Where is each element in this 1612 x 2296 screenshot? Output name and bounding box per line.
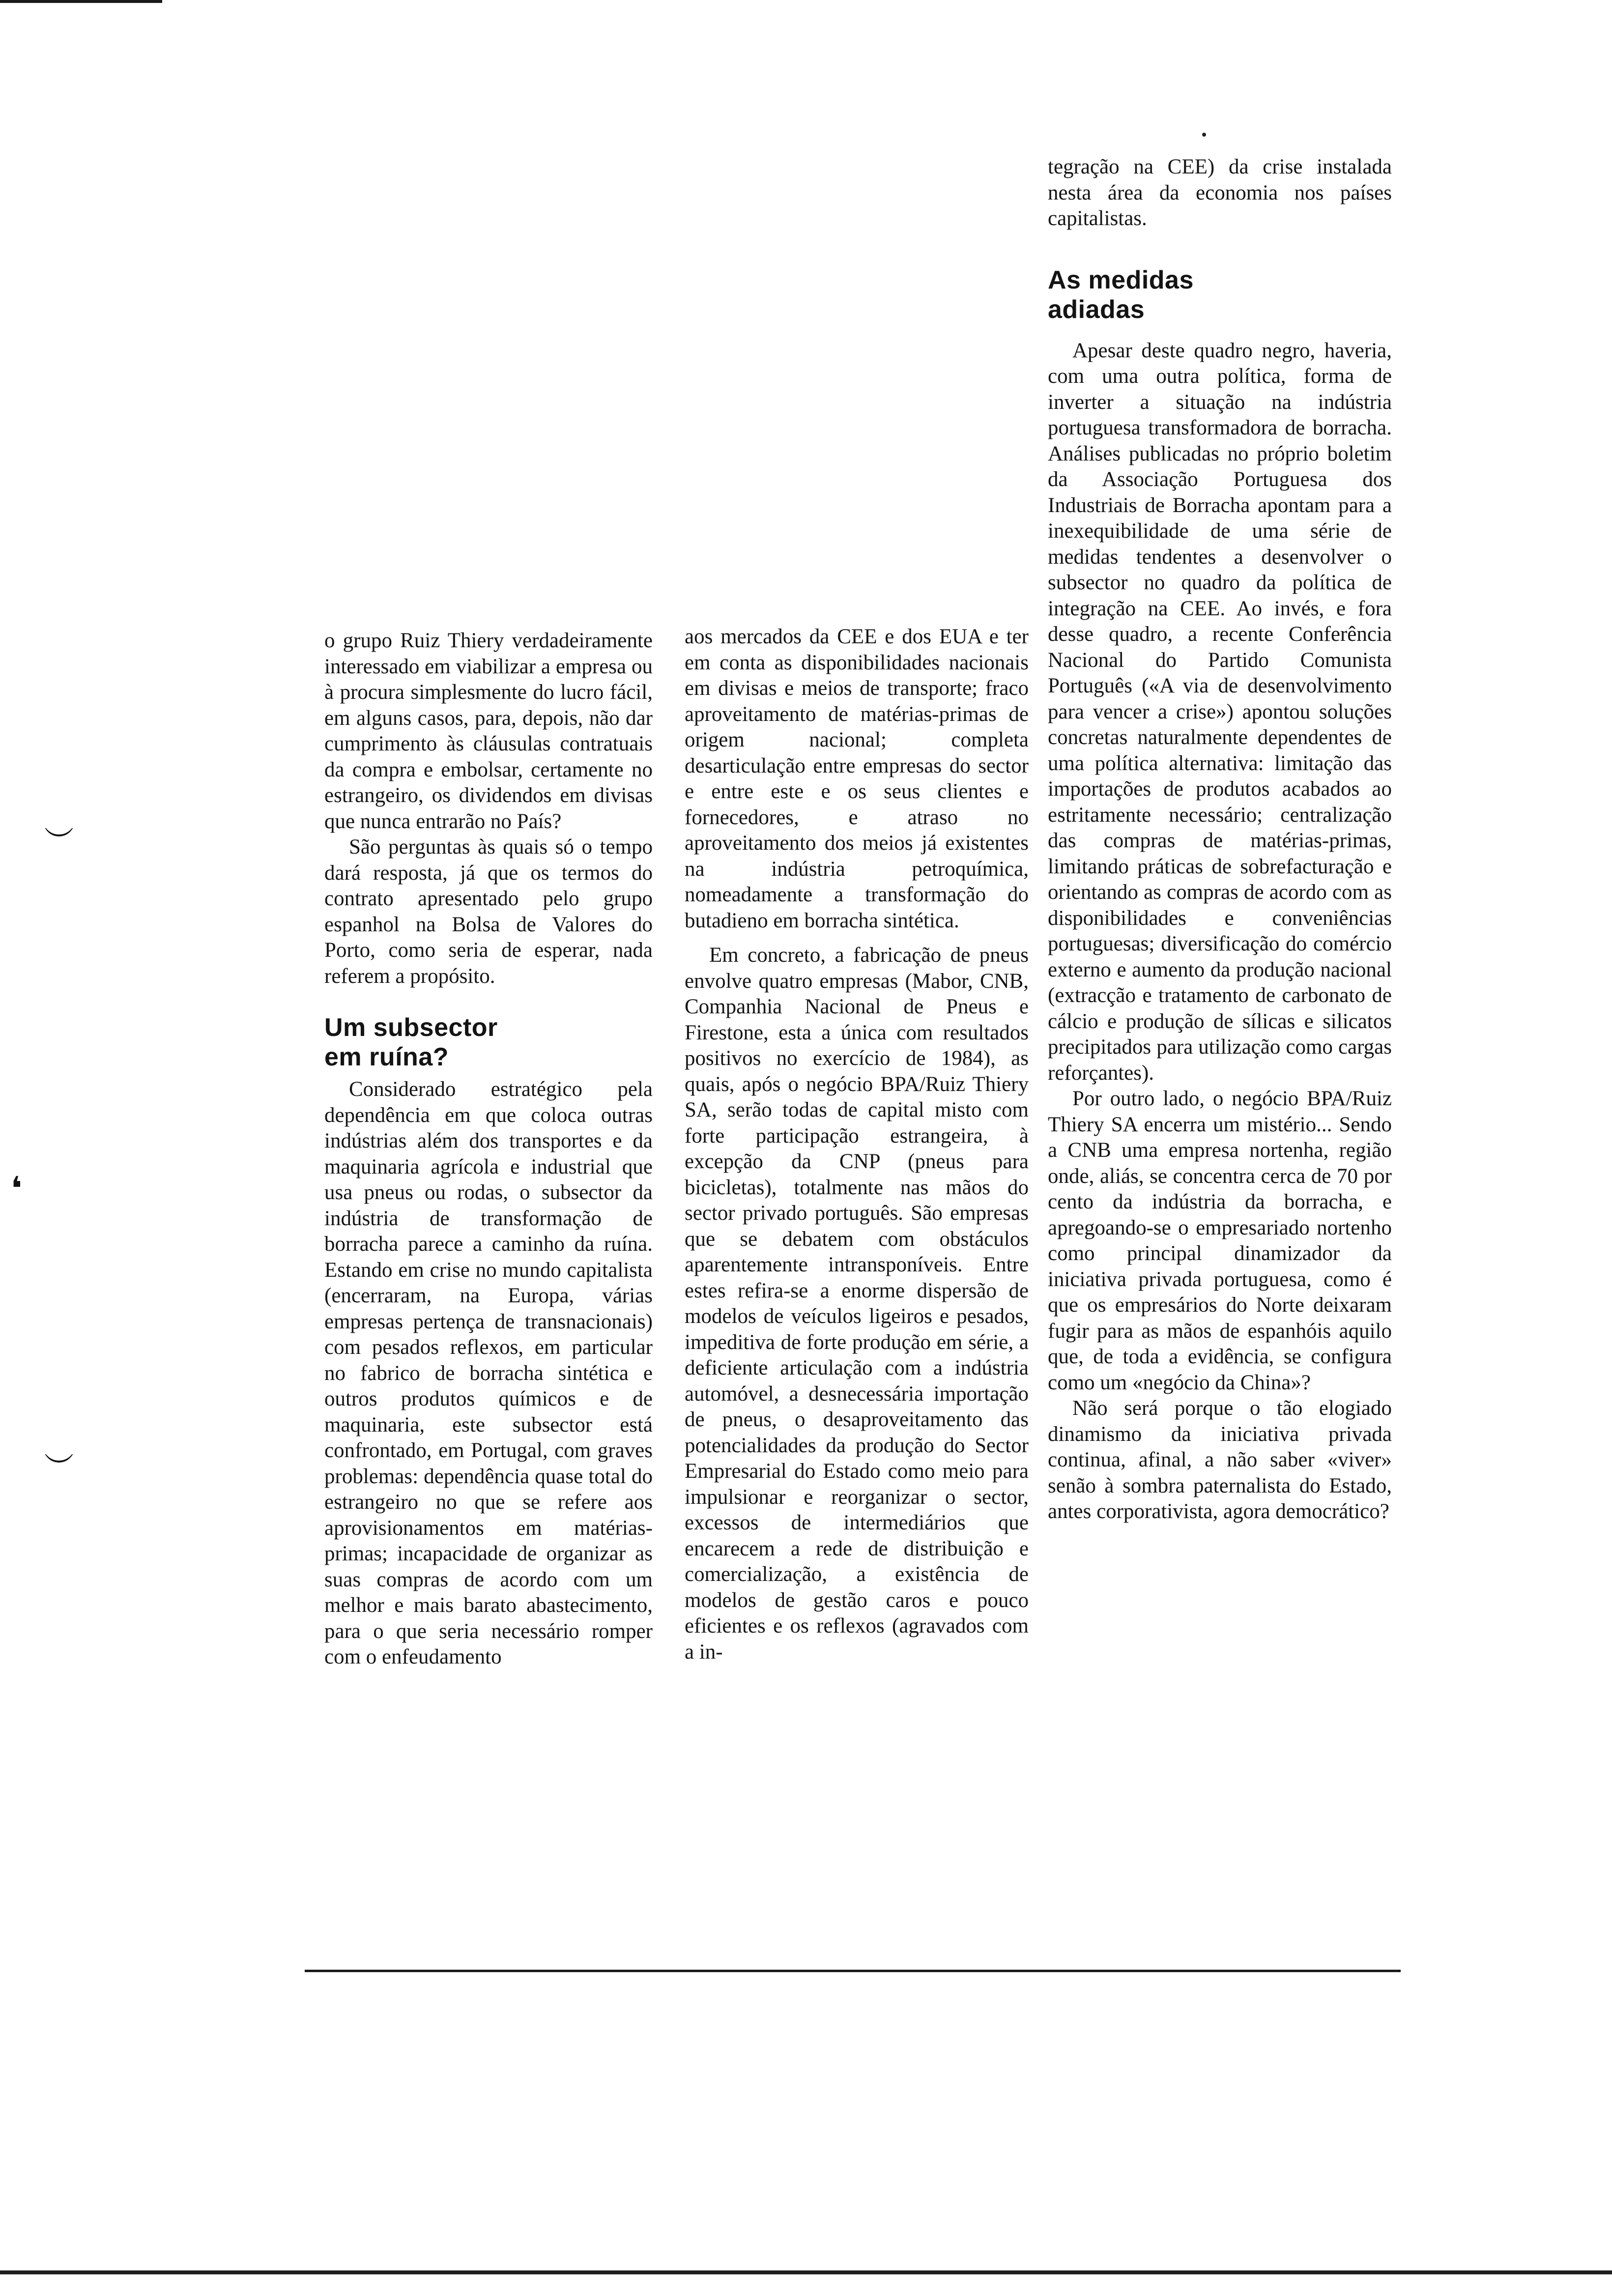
heading-line: As medidas: [1048, 265, 1194, 294]
ink-dot: [1202, 133, 1206, 137]
paragraph: Não será porque o tão elogiado dinamismo da iniciativa privada continua, afinal, a não saber «viver» senão à sombra paternalista do Estado, antes corporativista, agora democrático?: [1048, 1397, 1392, 1523]
article-column-1: [324, 628, 653, 1670]
section-heading-subsector: [324, 1013, 653, 1072]
paragraph: Considerado estratégico pela dependência em que coloca outras indústrias além dos transportes e da maquinaria agrícola e industrial que usa pneus ou rodas, o subsector da indústria de transformação de borracha parece a caminho da ruína. Estando em crise no mundo capitalista (encerraram, na Europa, várias empresas pertença de transnacionais) com pesados reflexos, em particular no fabrico de borracha sintética e outros produtos químicos e de maquinaria, este subsector está confrontado, em Portugal, com graves problemas: dependência quase total do estrangeiro no que se refere aos aprovisionamentos em matérias-primas; incapacidade de organizar as suas compras de acordo com um melhor e mais barato abastecimento, para o que seria necessário romper com o enfeudamento: [324, 1078, 653, 1668]
paragraph: Apesar deste quadro negro, haveria, com uma outra política, forma de inverter a situação na indústria portuguesa transformadora de borracha. Análises publicadas no próprio boletim da Associação Portuguesa dos Industriais de Borracha apontam para a inexequibilidade de uma série de medidas tendentes a desenvolver o subsector no quadro da política de integração na CEE. Ao invés, e fora desse quadro, a recente Conferência Nacional do Partido Comunista Português («A via de desenvolvimento para vencer a crise») apontou soluções concretas naturalmente dependentes de uma política alternativa: limitação das importações de produtos acabados ao estritamente necessário; centralização das compras de matérias-primas, limitando práticas de sobrefacturação e orientando as compras de acordo com as disponibilidades e conveniências portuguesas; diversificação do comércio externo e aumento da produção nacional (extracção e tratamento de carbonato de cálcio e produção de sílicas e silicatos precipitados para utilização como cargas reforçantes).: [1048, 339, 1392, 1085]
paragraph: tegração na CEE) da crise instalada nesta área da economia nos países capitalistas.: [1048, 155, 1392, 230]
heading-line: em ruína?: [324, 1043, 449, 1071]
article-column-2: [685, 624, 1029, 1665]
paragraph: São perguntas às quais só o tempo dará resposta, já que os termos do contrato apresentado pelo grupo espanhol na Bolsa de Valores do Porto, como seria de esperar, nada referem a propósito.: [324, 835, 653, 988]
article-column-3: [1048, 154, 1392, 1525]
section-heading-medidas: [1048, 265, 1392, 324]
paragraph: aos mercados da CEE e dos EUA e ter em conta as disponibilidades nacionais em divisas e meios de transporte; fraco aproveitamento de matérias-primas de origem nacional; completa desarticulação entre empresas do sector e entre este e os seus clientes e fornecedores, e atraso no aproveitamento dos meios já existentes na indústria petroquímica, nomeadamente a transformação do butadieno em borracha sintética.: [685, 625, 1029, 932]
paragraph: o grupo Ruiz Thiery verdadeiramente interessado em viabilizar a empresa ou à procura simplesmente do lucro fácil, em alguns casos, para, depois, não dar cumprimento às cláusulas contratuais da compra e embolsar, certamente no estrangeiro, os dividendos em divisas que nunca entrarão no País?: [324, 629, 653, 833]
page-bottom-rule: [0, 2270, 1612, 2274]
heading-line: adiadas: [1048, 295, 1145, 324]
top-rule: [0, 0, 162, 3]
margin-quote-mark: ❛: [11, 1170, 22, 1207]
paragraph: Em concreto, a fabricação de pneus envolve quatro empresas (Mabor, CNB, Companhia Nacional de Pneus e Firestone, esta a única com resultados positivos no exercício de 1984), as quais, após o negócio BPA/Ruiz Thiery SA, serão todas de capital misto com forte participação estrangeira, à excepção da CNP (pneus para bicicletas), totalmente nas mãos do sector privado português. São empresas que se debatem com obstáculos aparentemente intransponíveis. Entre estes refira-se a enorme dispersão de modelos de veículos ligeiros e pesados, impeditiva de forte produção em série, a deficiente articulação com a indústria automóvel, a desnecessária importação de pneus, o desaproveitamento das potencialidades da produção do Sector Empresarial do Estado como meio para impulsionar e reorganizar o sector, excessos de intermediários que encarecem a rede de distribuição e comercialização, a existência de modelos de gestão caros e pouco eficientes e os reflexos (agravados com a in-: [685, 944, 1029, 1664]
column-bottom-rule: [305, 1970, 1401, 1972]
binder-curve-mark: ︶: [44, 1451, 74, 1486]
heading-line: Um subsector: [324, 1013, 498, 1042]
binder-curve-mark: ︶: [44, 825, 74, 860]
paragraph: Por outro lado, o negócio BPA/Ruiz Thiery SA encerra um mistério... Sendo a CNB uma empresa nortenha, região onde, aliás, se concentra cerca de 70 por cento da indústria da borracha, e apregoando-se o empresariado nortenho como principal dinamizador da iniciativa privada portuguesa, como é que os empresários do Norte deixaram fugir para as mãos de espanhóis aquilo que, de toda a evidência, se configura como um «negócio da China»?: [1048, 1087, 1392, 1394]
